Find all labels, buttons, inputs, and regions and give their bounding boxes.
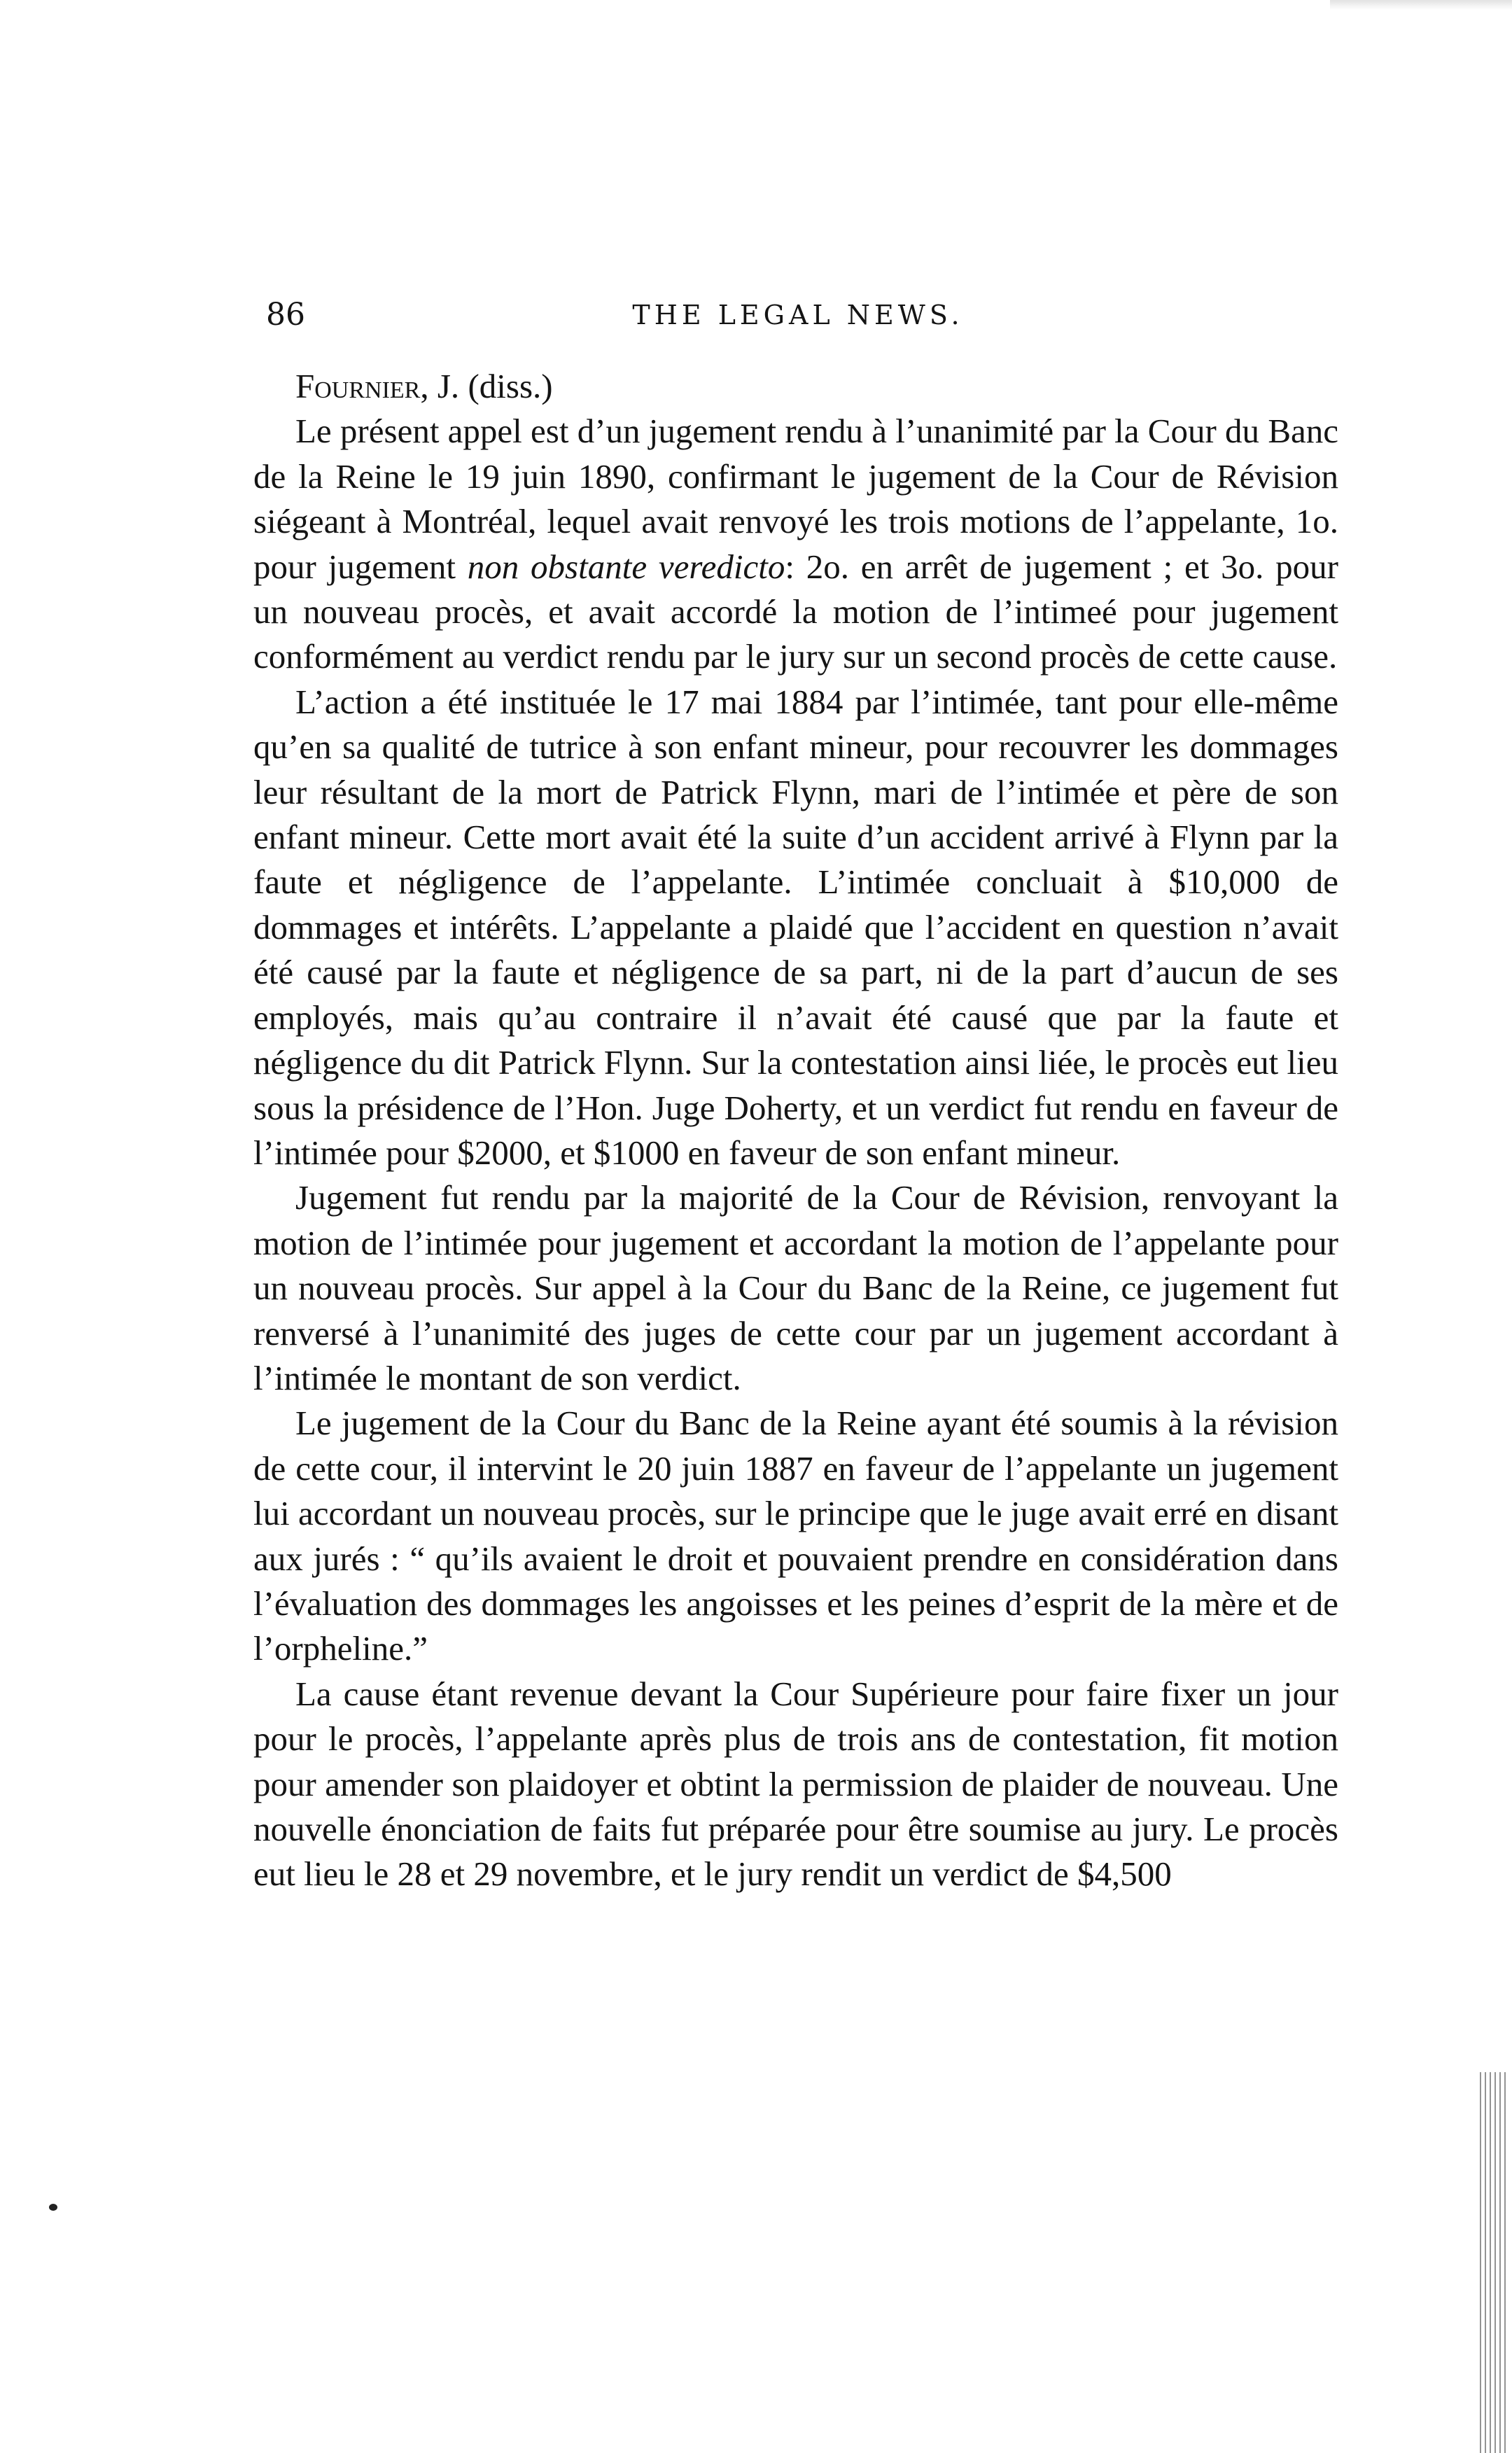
scan-edge-bleed [1480, 2072, 1508, 2453]
judge-heading [253, 364, 1338, 409]
page-number: 86 [266, 297, 305, 333]
journal-title: THE LEGAL NEWS. [632, 300, 964, 330]
paragraph-4: Le jugement de la Cour du Banc de la Reine ayant été soumis à la révision de cette cour, il intervint le 20 juin 1887 en faveur de l’appelante un jugement lui accordant un nouveau procès, sur le principe que le juge avait erré en disant aux jurés : “ qu’ils avaient le droit et pouvaient prendre en considération dans l’évaluation des dommages les angoisses et les peines d’esprit de la mère et de l’orpheline.” [253, 1404, 1338, 1668]
judge-name: Fournier, J. [295, 367, 460, 405]
paragraph-1 [253, 409, 1338, 679]
running-head [266, 291, 1330, 340]
dissent-note: (diss.) [459, 367, 553, 405]
scan-speck [49, 2204, 57, 2211]
scan-edge-shadow [1330, 0, 1512, 10]
paragraph-3: Jugement fut rendu par la majorité de la Cour de Révision, renvoyant la motion de l’intimée pour jugement et accordant la motion de l’appelante pour un nouveau procès. Sur appel à la Cour du Banc de la Reine, ce jugement fut renversé à l’unanimité des juges de cette cour par un jugement accordant à l’intimée le montant de son verdict. [253, 1178, 1338, 1397]
paragraph-2: L’action a été instituée le 17 mai 1884 par l’intimée, tant pour elle-même qu’en sa qualité de tutrice à son enfant mineur, pour recouvrer les dommages leur résultant de la mort de Patrick Flynn, mari de l’intimée et père de son enfant mineur. Cette mort avait été la suite d’un accident arrivé à Flynn par la faute et négligence de l’appelante. L’intimée concluait à $10,000 de dommages et intérêts. L’appelante a plaidé que l’accident en question n’avait été causé par la faute et négligence de sa part, ni de la part d’aucun de ses employés, mais qu’au contraire il n’avait été causé que par la faute et négligence du dit Patrick Flynn. Sur la contestation ainsi liée, le procès eut lieu sous la présidence de l’Hon. Juge Doherty, et un verdict fut rendu en faveur de l’intimée pour $2000, et $1000 en faveur de son enfant mineur. [253, 682, 1338, 1172]
paragraph-5: La cause étant revenue devant la Cour Supérieure pour faire fixer un jour pour le procès, l’appelante après plus de trois ans de contestation, fit motion pour amender son plaidoyer et obtint la permission de plaider de nouveau. Une nouvelle énonciation de faits fut préparée pour être soumise au jury. Le procès eut lieu le 28 et 29 novembre, et le jury rendit un verdict de $4,500 [253, 1674, 1338, 1894]
body-text [253, 364, 1338, 1897]
paragraph-1-text-b: : 2o. en arrêt de jugement ; et 3o. pour un nouveau procès, et avait accordé la motion de l’intimeé pour jugement conformément au verdict rendu par le jury sur un second procès de cette cause. [253, 547, 1338, 676]
latin-phrase: non obstante veredicto [467, 547, 785, 586]
paragraph-1-text-a: Le présent appel est d’un jugement rendu à l’unanimité par la Cour du Banc de la Reine le 19 juin 1890, confirmant le jugement de la Cour de Révision siégeant à Montréal, lequel avait renvoyé les trois motions de l’appelante, 1o. pour jugement [253, 412, 1338, 586]
